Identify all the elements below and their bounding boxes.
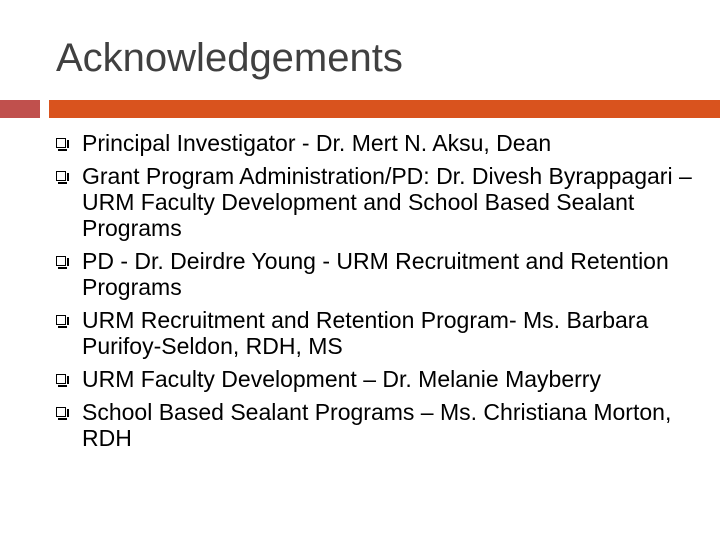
list-item — [56, 399, 696, 451]
list-item — [56, 130, 696, 156]
list-item — [56, 163, 696, 241]
square-bullet-icon — [56, 171, 66, 181]
bullet-text: URM Faculty Development – Dr. Melanie Mayberry — [82, 366, 601, 392]
square-bullet-icon — [56, 256, 66, 266]
bullet-text: Grant Program Administration/PD: Dr. Divesh Byrappagari – URM Faculty Development and School Based Sealant Programs — [82, 163, 692, 241]
accent-bar-right — [49, 100, 720, 118]
square-bullet-icon — [56, 138, 66, 148]
square-bullet-icon — [56, 407, 66, 417]
accent-bar-left — [0, 100, 40, 118]
slide-title: Acknowledgements — [56, 36, 403, 80]
bullet-text: URM Recruitment and Retention Program- Ms. Barbara Purifoy-Seldon, RDH, MS — [82, 307, 649, 359]
bullet-text: PD - Dr. Deirdre Young - URM Recruitment and Retention Programs — [82, 248, 669, 300]
list-item — [56, 307, 696, 359]
square-bullet-icon — [56, 374, 66, 384]
bullet-text: School Based Sealant Programs – Ms. Christiana Morton, RDH — [82, 399, 672, 451]
square-bullet-icon — [56, 315, 66, 325]
bullet-list — [56, 130, 696, 458]
list-item — [56, 366, 696, 392]
bullet-text: Principal Investigator - Dr. Mert N. Aksu, Dean — [82, 130, 552, 156]
list-item — [56, 248, 696, 300]
